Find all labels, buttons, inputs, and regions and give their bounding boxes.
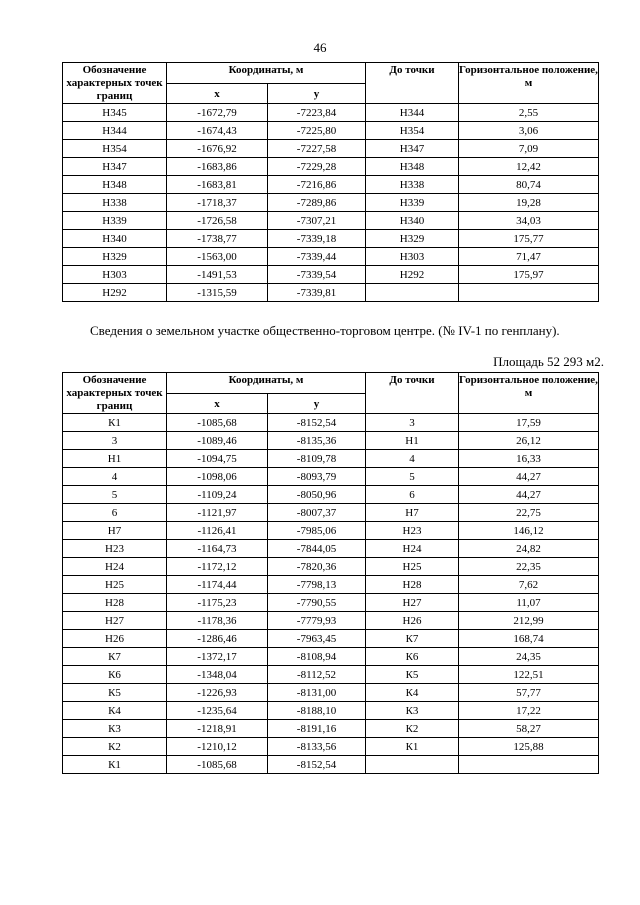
- y-cell: -7339,81: [268, 284, 366, 302]
- point-cell: Н292: [63, 284, 167, 302]
- table-row: [63, 122, 599, 140]
- to-point-cell: Н24: [366, 540, 459, 558]
- table-row: [63, 738, 599, 756]
- to-point-cell: К7: [366, 630, 459, 648]
- y-cell: -7225,80: [268, 122, 366, 140]
- to-point-cell: К1: [366, 738, 459, 756]
- table-row: [63, 212, 599, 230]
- x-cell: -1178,36: [167, 612, 268, 630]
- distance-cell: 12,42: [459, 158, 599, 176]
- point-cell: Н303: [63, 266, 167, 284]
- x-cell: -1089,46: [167, 432, 268, 450]
- point-cell: Н340: [63, 230, 167, 248]
- y-cell: -7227,58: [268, 140, 366, 158]
- table-row: [63, 284, 599, 302]
- to-point-cell: Н292: [366, 266, 459, 284]
- y-cell: -7820,36: [268, 558, 366, 576]
- header-coordinates: Координаты, м: [167, 373, 366, 394]
- to-point-cell: Н23: [366, 522, 459, 540]
- coordinates-table-2: [62, 372, 599, 774]
- point-cell: Н329: [63, 248, 167, 266]
- to-point-cell: 4: [366, 450, 459, 468]
- y-cell: -8152,54: [268, 414, 366, 432]
- x-cell: -1126,41: [167, 522, 268, 540]
- header-coordinates: Координаты, м: [167, 63, 366, 84]
- point-cell: 5: [63, 486, 167, 504]
- point-cell: 3: [63, 432, 167, 450]
- point-cell: К7: [63, 648, 167, 666]
- point-cell: 6: [63, 504, 167, 522]
- distance-cell: 34,03: [459, 212, 599, 230]
- distance-cell: [459, 284, 599, 302]
- to-point-cell: Н354: [366, 122, 459, 140]
- section-caption: Сведения о земельном участке общественно-торговом центре. (№ IV-1 по генплану).: [90, 323, 560, 338]
- table-row: [63, 648, 599, 666]
- x-cell: -1098,06: [167, 468, 268, 486]
- x-cell: -1683,86: [167, 158, 268, 176]
- point-cell: Н354: [63, 140, 167, 158]
- x-cell: -1286,46: [167, 630, 268, 648]
- point-cell: Н1: [63, 450, 167, 468]
- point-cell: Н348: [63, 176, 167, 194]
- y-cell: -8007,37: [268, 504, 366, 522]
- x-cell: -1109,24: [167, 486, 268, 504]
- y-cell: -8108,94: [268, 648, 366, 666]
- point-cell: Н344: [63, 122, 167, 140]
- x-cell: -1348,04: [167, 666, 268, 684]
- table-row: [63, 504, 599, 522]
- distance-cell: 168,74: [459, 630, 599, 648]
- distance-cell: 22,35: [459, 558, 599, 576]
- point-cell: К5: [63, 684, 167, 702]
- to-point-cell: 3: [366, 414, 459, 432]
- point-cell: Н339: [63, 212, 167, 230]
- to-point-cell: Н25: [366, 558, 459, 576]
- y-cell: -8135,36: [268, 432, 366, 450]
- distance-cell: 24,82: [459, 540, 599, 558]
- distance-cell: 24,35: [459, 648, 599, 666]
- table-row: [63, 576, 599, 594]
- to-point-cell: Н344: [366, 104, 459, 122]
- y-cell: -7339,54: [268, 266, 366, 284]
- distance-cell: 58,27: [459, 720, 599, 738]
- point-cell: Н338: [63, 194, 167, 212]
- header-designation: Обозначение характерных точек границ: [63, 373, 167, 414]
- point-cell: Н28: [63, 594, 167, 612]
- distance-cell: 175,77: [459, 230, 599, 248]
- point-cell: Н25: [63, 576, 167, 594]
- x-cell: -1174,44: [167, 576, 268, 594]
- table-row: [63, 702, 599, 720]
- to-point-cell: Н27: [366, 594, 459, 612]
- point-cell: Н7: [63, 522, 167, 540]
- distance-cell: 19,28: [459, 194, 599, 212]
- x-cell: -1672,79: [167, 104, 268, 122]
- table-row: [63, 666, 599, 684]
- x-cell: -1683,81: [167, 176, 268, 194]
- distance-cell: 44,27: [459, 468, 599, 486]
- table-row: [63, 486, 599, 504]
- table-row: [63, 248, 599, 266]
- y-cell: -7223,84: [268, 104, 366, 122]
- distance-cell: 122,51: [459, 666, 599, 684]
- y-cell: -8152,54: [268, 756, 366, 774]
- y-cell: -8188,10: [268, 702, 366, 720]
- to-point-cell: К2: [366, 720, 459, 738]
- to-point-cell: Н1: [366, 432, 459, 450]
- distance-cell: 175,97: [459, 266, 599, 284]
- x-cell: -1726,58: [167, 212, 268, 230]
- distance-cell: 17,22: [459, 702, 599, 720]
- to-point-cell: Н347: [366, 140, 459, 158]
- header-x: x: [167, 84, 268, 104]
- distance-cell: 22,75: [459, 504, 599, 522]
- coordinates-table-1: [62, 62, 599, 302]
- point-cell: К4: [63, 702, 167, 720]
- y-cell: -8191,16: [268, 720, 366, 738]
- table-row: [63, 176, 599, 194]
- header-to-point: До точки: [366, 373, 459, 414]
- to-point-cell: К3: [366, 702, 459, 720]
- to-point-cell: Н329: [366, 230, 459, 248]
- distance-cell: 3,06: [459, 122, 599, 140]
- y-cell: -7339,18: [268, 230, 366, 248]
- distance-cell: 11,07: [459, 594, 599, 612]
- x-cell: -1121,97: [167, 504, 268, 522]
- point-cell: Н27: [63, 612, 167, 630]
- distance-cell: 44,27: [459, 486, 599, 504]
- point-cell: Н26: [63, 630, 167, 648]
- area-label: Площадь 52 293 м2.: [493, 354, 604, 369]
- x-cell: -1226,93: [167, 684, 268, 702]
- point-cell: К1: [63, 756, 167, 774]
- to-point-cell: Н26: [366, 612, 459, 630]
- point-cell: Н347: [63, 158, 167, 176]
- x-cell: -1085,68: [167, 414, 268, 432]
- table-row: [63, 468, 599, 486]
- y-cell: -7798,13: [268, 576, 366, 594]
- point-cell: 4: [63, 468, 167, 486]
- table-row: [63, 194, 599, 212]
- x-cell: -1218,91: [167, 720, 268, 738]
- point-cell: К1: [63, 414, 167, 432]
- table-row: [63, 630, 599, 648]
- table-row: [63, 612, 599, 630]
- x-cell: -1172,12: [167, 558, 268, 576]
- distance-cell: 146,12: [459, 522, 599, 540]
- table-row: [63, 230, 599, 248]
- distance-cell: 7,62: [459, 576, 599, 594]
- table-row: [63, 684, 599, 702]
- header-to-point: До точки: [366, 63, 459, 104]
- distance-cell: 7,09: [459, 140, 599, 158]
- to-point-cell: 6: [366, 486, 459, 504]
- table-row: [63, 720, 599, 738]
- table-row: [63, 522, 599, 540]
- y-cell: -8093,79: [268, 468, 366, 486]
- header-x: x: [167, 394, 268, 414]
- y-cell: -8050,96: [268, 486, 366, 504]
- y-cell: -8131,00: [268, 684, 366, 702]
- x-cell: -1235,64: [167, 702, 268, 720]
- x-cell: -1563,00: [167, 248, 268, 266]
- point-cell: Н345: [63, 104, 167, 122]
- to-point-cell: Н303: [366, 248, 459, 266]
- y-cell: -7963,45: [268, 630, 366, 648]
- y-cell: -8133,56: [268, 738, 366, 756]
- distance-cell: 80,74: [459, 176, 599, 194]
- point-cell: К2: [63, 738, 167, 756]
- table-row: [63, 140, 599, 158]
- table-row: [63, 756, 599, 774]
- table-row: [63, 432, 599, 450]
- y-cell: -7844,05: [268, 540, 366, 558]
- header-distance: Горизонтальное положение, м: [459, 373, 599, 414]
- to-point-cell: Н338: [366, 176, 459, 194]
- to-point-cell: К4: [366, 684, 459, 702]
- table-row: [63, 594, 599, 612]
- to-point-cell: К5: [366, 666, 459, 684]
- table-row: [63, 158, 599, 176]
- distance-cell: 125,88: [459, 738, 599, 756]
- table-row: [63, 266, 599, 284]
- header-designation: Обозначение характерных точек границ: [63, 63, 167, 104]
- distance-cell: 17,59: [459, 414, 599, 432]
- x-cell: -1315,59: [167, 284, 268, 302]
- to-point-cell: К6: [366, 648, 459, 666]
- to-point-cell: Н28: [366, 576, 459, 594]
- header-y: y: [268, 84, 366, 104]
- point-cell: К6: [63, 666, 167, 684]
- y-cell: -7229,28: [268, 158, 366, 176]
- y-cell: -8109,78: [268, 450, 366, 468]
- x-cell: -1674,43: [167, 122, 268, 140]
- y-cell: -8112,52: [268, 666, 366, 684]
- distance-cell: 212,99: [459, 612, 599, 630]
- y-cell: -7307,21: [268, 212, 366, 230]
- header-distance: Горизонтальное положение, м: [459, 63, 599, 104]
- to-point-cell: 5: [366, 468, 459, 486]
- y-cell: -7339,44: [268, 248, 366, 266]
- x-cell: -1164,73: [167, 540, 268, 558]
- x-cell: -1094,75: [167, 450, 268, 468]
- distance-cell: [459, 756, 599, 774]
- table-row: [63, 540, 599, 558]
- distance-cell: 57,77: [459, 684, 599, 702]
- x-cell: -1738,77: [167, 230, 268, 248]
- to-point-cell: Н339: [366, 194, 459, 212]
- table-row: [63, 450, 599, 468]
- to-point-cell: Н7: [366, 504, 459, 522]
- x-cell: -1085,68: [167, 756, 268, 774]
- x-cell: -1372,17: [167, 648, 268, 666]
- point-cell: К3: [63, 720, 167, 738]
- page-number: 46: [313, 40, 327, 55]
- x-cell: -1491,53: [167, 266, 268, 284]
- table-row: [63, 414, 599, 432]
- to-point-cell: Н348: [366, 158, 459, 176]
- to-point-cell: [366, 284, 459, 302]
- x-cell: -1676,92: [167, 140, 268, 158]
- to-point-cell: Н340: [366, 212, 459, 230]
- x-cell: -1210,12: [167, 738, 268, 756]
- point-cell: Н23: [63, 540, 167, 558]
- y-cell: -7985,06: [268, 522, 366, 540]
- x-cell: -1175,23: [167, 594, 268, 612]
- table-row: [63, 558, 599, 576]
- point-cell: Н24: [63, 558, 167, 576]
- x-cell: -1718,37: [167, 194, 268, 212]
- distance-cell: 16,33: [459, 450, 599, 468]
- to-point-cell: [366, 756, 459, 774]
- distance-cell: 71,47: [459, 248, 599, 266]
- y-cell: -7216,86: [268, 176, 366, 194]
- y-cell: -7790,55: [268, 594, 366, 612]
- table-row: [63, 104, 599, 122]
- header-y: y: [268, 394, 366, 414]
- y-cell: -7289,86: [268, 194, 366, 212]
- distance-cell: 2,55: [459, 104, 599, 122]
- distance-cell: 26,12: [459, 432, 599, 450]
- y-cell: -7779,93: [268, 612, 366, 630]
